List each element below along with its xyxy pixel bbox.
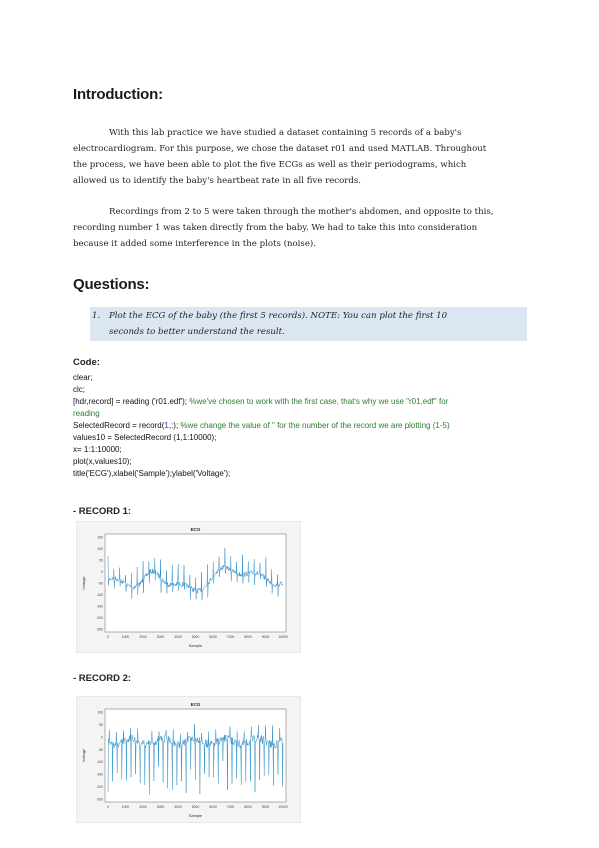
y-axis-label: Voltage [81, 748, 86, 763]
ecg-chart [77, 697, 300, 822]
record-1-plot [76, 521, 301, 653]
x-tick-label: 1000 [121, 635, 130, 639]
y-tick-label: -200 [96, 616, 103, 620]
x-tick-label: 7000 [226, 635, 235, 639]
y-tick-label: 100 [97, 547, 103, 551]
plot-title: ECG [190, 527, 201, 532]
code-block [73, 372, 450, 480]
ecg-chart [77, 522, 300, 652]
y-tick-label: -250 [96, 627, 103, 632]
code-line: plot(x,values10); [73, 457, 132, 466]
intro-p2-line: recording number 1 was taken directly from the baby. We had to take this into consideration [73, 223, 478, 233]
x-tick-label: 4000 [174, 805, 182, 809]
record-2-label: - RECORD 2: [73, 673, 132, 684]
x-tick-label: 10000 [278, 805, 288, 809]
x-tick-label: 10000 [278, 635, 288, 639]
code-heading: Code: [73, 357, 100, 368]
intro-p2-line: Recordings from 2 to 5 were taken through the mother's abdomen, and opposite to this, [109, 207, 494, 217]
code-line: SelectedRecord = record(1,:); %we change the value of " for the number of the record we are plotting (1-5) [73, 421, 450, 430]
code-line: title('ECG'),xlabel('Sample');ylabel('Voltage'); [73, 469, 231, 478]
x-tick-label: 6000 [209, 635, 217, 639]
code-line: x= 1:1:10000; [73, 445, 122, 454]
x-tick-label: 9000 [261, 805, 270, 809]
x-tick-label: 7000 [226, 805, 235, 809]
code-line: reading [73, 409, 100, 418]
intro-p1-line: electrocardiogram. For this purpose, we chose the dataset r01 and used MATLAB. Throughout [73, 144, 487, 154]
y-tick-label: -150 [96, 604, 103, 609]
code-line: clc; [73, 385, 85, 394]
intro-paragraph-2 [73, 204, 527, 252]
y-tick-label: -100 [96, 760, 103, 765]
x-axis-label: Sample [188, 813, 203, 818]
x-tick-label: 9000 [261, 635, 270, 639]
code-line: [hdr,record] = reading ('r01.edf'); %we've chosen to work with the first case, that's why we use "r01.edf" for [73, 397, 449, 406]
y-axis-label: Voltage [81, 576, 86, 590]
question-1-line-1: Plot the ECG of the baby (the first 5 records). NOTE: You can plot the first 10 [109, 311, 448, 321]
question-number: 1. [92, 311, 101, 321]
x-tick-label: 8000 [244, 805, 252, 809]
x-tick-label: 2000 [139, 805, 147, 809]
y-tick-label: -50 [98, 581, 103, 586]
y-tick-label: 0 [101, 735, 103, 740]
x-tick-label: 6000 [209, 805, 217, 809]
y-tick-label: -150 [96, 772, 103, 777]
x-tick-label: 5000 [191, 635, 200, 639]
intro-p1-line: With this lab practice we have studied a dataset containing 5 records of a baby's [109, 128, 462, 138]
y-tick-label: -200 [96, 785, 103, 790]
x-tick-label: 8000 [244, 635, 252, 639]
x-tick-label: 3000 [156, 805, 165, 809]
y-tick-label: -50 [98, 747, 103, 752]
x-tick-label: 1000 [121, 805, 130, 809]
question-1 [92, 308, 526, 340]
code-line: clear; [73, 373, 93, 382]
plot-title: ECG [190, 702, 201, 707]
record-1-label: - RECORD 1: [73, 506, 132, 517]
x-tick-label: 4000 [174, 635, 182, 639]
intro-paragraph-1 [73, 125, 527, 189]
x-tick-label: 0 [107, 805, 109, 809]
x-axis-label: Sample [188, 643, 203, 648]
introduction-heading: Introduction: [73, 86, 163, 103]
code-line: values10 = SelectedRecord (1,1:10000); [73, 433, 217, 442]
y-tick-label: 100 [97, 710, 103, 715]
y-tick-label: -250 [96, 797, 103, 802]
x-tick-label: 5000 [191, 805, 200, 809]
question-1-line-2: seconds to better understand the result. [109, 327, 285, 337]
record-2-plot [76, 696, 301, 823]
y-tick-label: 50 [99, 722, 103, 727]
intro-p1-line: the process, we have been able to plot the five ECGs as well as their periodograms, which [73, 160, 467, 170]
y-tick-label: -100 [96, 593, 103, 597]
y-tick-label: 150 [97, 535, 103, 540]
intro-p1-line: allowed us to identify the baby's heartbeat rate in all five records. [73, 176, 362, 186]
x-tick-label: 2000 [139, 635, 147, 639]
x-tick-label: 3000 [156, 635, 165, 639]
intro-p2-line: because it added some interference in the plots (noise). [73, 239, 317, 249]
questions-heading: Questions: [73, 276, 150, 293]
x-tick-label: 0 [107, 635, 109, 639]
y-tick-label: 50 [99, 558, 103, 563]
y-tick-label: 0 [101, 570, 103, 574]
